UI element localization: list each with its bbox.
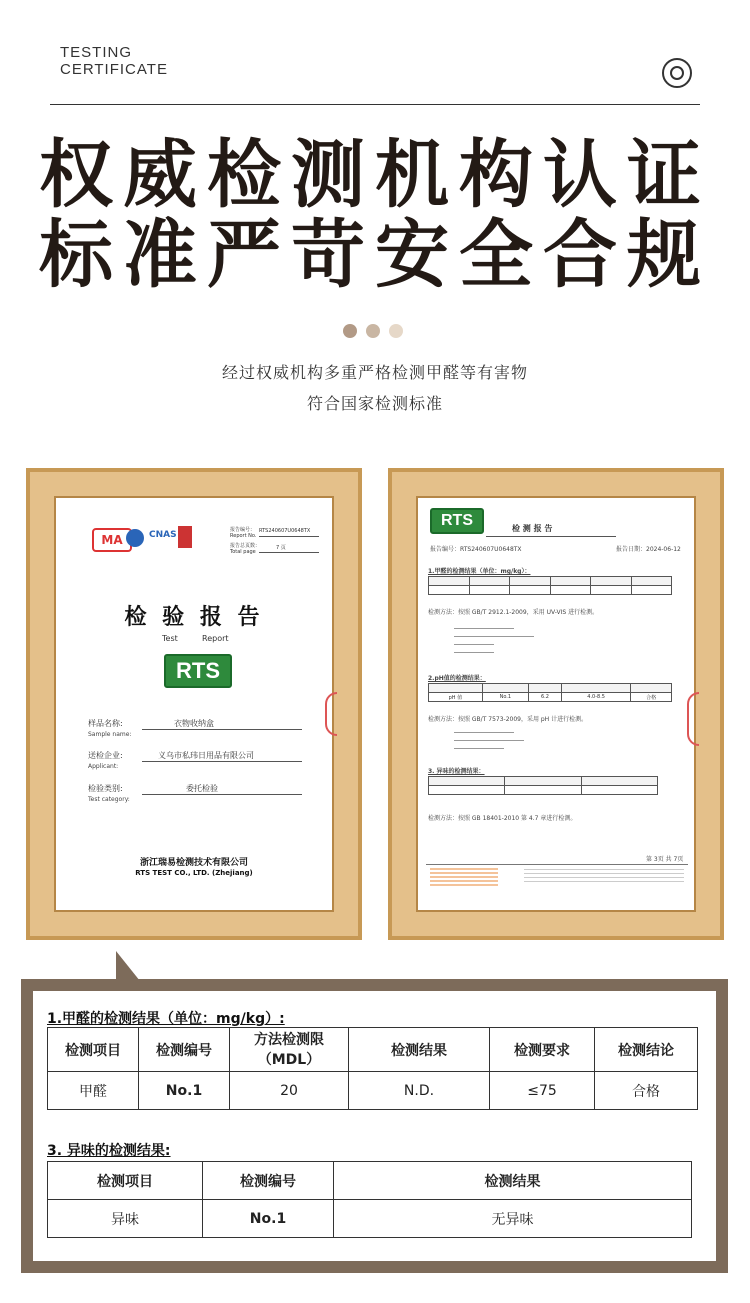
report-title-en-report: Report: [202, 634, 229, 643]
category-value: 委托检验: [186, 784, 218, 793]
rts-logo: RTS: [164, 654, 232, 688]
col-header-mdl-line-2: （MDL）: [257, 1051, 321, 1068]
category-label-en: Test category:: [88, 796, 130, 803]
certificate-paper: [54, 496, 334, 912]
header-divider: [50, 104, 700, 105]
report-title-en-test: Test: [162, 634, 178, 643]
certificate-frame-left: [26, 468, 362, 940]
cell-no: No.1: [139, 1072, 230, 1110]
title-underline: [486, 536, 616, 537]
ilac-logo-icon: [126, 529, 144, 547]
cell-item: 甲醛: [48, 1072, 139, 1110]
category-label: 检验类别:: [88, 784, 123, 793]
certificate-frame-right: [388, 468, 724, 940]
section-1-title: 1.甲醛的检测结果（单位：mg/kg）：: [428, 568, 531, 575]
col-header-mdl-line-1: 方法检测限: [254, 1031, 324, 1048]
underline: [259, 552, 319, 553]
certificate-paper: [416, 496, 696, 912]
col-header-mdl: [230, 1028, 349, 1072]
eyebrow-line-1: TESTING: [60, 44, 133, 61]
report-title: 检 测 报 告: [512, 524, 553, 533]
note-line: [454, 652, 494, 653]
col-header-result: 检测结果: [334, 1162, 692, 1200]
table-row: [48, 1072, 698, 1110]
col-header-item: 检测项目: [48, 1028, 139, 1072]
callout-pointer: [116, 951, 140, 981]
seal-icon: [178, 526, 192, 548]
underline: [142, 761, 302, 762]
stamp-icon: [687, 692, 699, 746]
underline: [142, 794, 302, 795]
zoomed-detail: [21, 979, 728, 1273]
total-pages-label: 报告总页数：: [230, 543, 261, 549]
dot-3: [389, 324, 403, 338]
rts-logo: RTS: [430, 508, 484, 534]
odor-table: [47, 1161, 692, 1238]
stamp-icon: [325, 692, 337, 736]
col-header-item: 检测项目: [48, 1162, 203, 1200]
dot-1: [343, 324, 357, 338]
footer-logo-block: [430, 868, 498, 886]
report-no-label: 报告编号：: [230, 527, 256, 533]
underline: [259, 536, 319, 537]
eyebrow-text: [60, 44, 168, 78]
ph-cell-requirement: 4.0-8.5: [562, 693, 631, 702]
cell-no: No.1: [203, 1200, 334, 1238]
report-title: 检 验 报 告: [124, 605, 264, 630]
table-row: [48, 1200, 692, 1238]
note-line: [454, 636, 534, 637]
total-pages-value: 7 页: [276, 545, 286, 551]
ph-mini-table: [428, 683, 672, 702]
report-no-en: Report No.: [230, 533, 257, 539]
footer-rule: [426, 864, 688, 865]
odor-mini-table: [428, 776, 658, 795]
note-line: [454, 748, 504, 749]
cell-mdl: 20: [230, 1072, 349, 1110]
total-pages-en: Total page: [230, 549, 256, 555]
col-header-no: 检测编号: [139, 1028, 230, 1072]
cell-requirement: ≤75: [490, 1072, 595, 1110]
cell-result: N.D.: [349, 1072, 490, 1110]
formaldehyde-table: [47, 1027, 698, 1110]
col-header-no: 检测编号: [203, 1162, 334, 1200]
footer-text-block: [524, 869, 684, 883]
ph-notes-block: [428, 728, 548, 756]
cell-result: 无异味: [334, 1200, 692, 1238]
note-line: [454, 740, 524, 741]
applicant-label: 送检企业:: [88, 751, 123, 760]
target-ring-icon: [662, 58, 692, 88]
note-line: [454, 644, 494, 645]
org-name-cn: 浙江瑞易检测技术有限公司: [139, 858, 248, 868]
cell-item: 异味: [48, 1200, 203, 1238]
subtitle-line-1: 经过权威机构多重严格检测甲醛等有害物: [221, 363, 528, 382]
ph-cell-conclusion: 合格: [631, 693, 672, 702]
odor-section-title: 3. 异味的检测结果:: [47, 1143, 171, 1159]
applicant-label-en: Applicant:: [88, 763, 119, 770]
method-2: 检测方法：按照 GB/T 7573-2009，采用 pH 计进行检测。: [428, 716, 588, 723]
col-header-requirement: 检测要求: [490, 1028, 595, 1072]
applicant-value: 义乌市私玮日用品有限公司: [158, 751, 254, 760]
sample-value: 衣物收纳盒: [174, 719, 214, 728]
org-name-en: RTS TEST CO., LTD. (Zhejiang): [135, 869, 253, 877]
ph-cell-no: No.1: [482, 693, 528, 702]
report-date: 报告日期：2024-06-12: [616, 546, 681, 553]
page-number: 第 3页 共 7页: [646, 856, 684, 863]
report-no-value: RTS240607U0648TX: [259, 528, 311, 534]
decorative-dots: [343, 323, 412, 342]
sample-label: 样品名称:: [88, 719, 123, 728]
zoomed-detail-paper: [33, 991, 716, 1261]
col-header-conclusion: 检测结论: [595, 1028, 698, 1072]
eyebrow-line-2: CERTIFICATE: [60, 61, 168, 78]
note-line: [454, 732, 514, 733]
formaldehyde-mini-table: [428, 576, 672, 595]
notes-block: [428, 624, 548, 664]
headline-line-1: 权威检测机构认证: [39, 132, 711, 218]
dot-2: [366, 324, 380, 338]
sample-label-en: Sample name:: [88, 731, 132, 738]
formaldehyde-section-title: 1.甲醛的检测结果（单位：mg/kg）:: [47, 1011, 285, 1027]
ma-logo-icon: MA: [92, 528, 132, 552]
cnas-logo: CNAS: [149, 530, 177, 540]
method-3: 检测方法：按照 GB 18401-2010 第 4.7 章进行检测。: [428, 815, 577, 822]
underline: [142, 729, 302, 730]
headline-line-2: 标准严苛安全合规: [39, 212, 711, 298]
cell-conclusion: 合格: [595, 1072, 698, 1110]
ph-cell-result: 6.2: [528, 693, 561, 702]
section-2-title: 2.pH值的检测结果：: [428, 675, 486, 682]
col-header-result: 检测结果: [349, 1028, 490, 1072]
note-line: [454, 628, 514, 629]
subtitle-line-2: 符合国家检测标准: [306, 394, 443, 413]
method-1: 检测方法：按照 GB/T 2912.1-2009，采用 UV-VIS 进行检测。: [428, 609, 599, 616]
report-no: 报告编号：RTS240607U0648TX: [430, 546, 522, 553]
section-3-title: 3. 异味的检测结果：: [428, 768, 485, 775]
ph-cell-item: pH 值: [429, 693, 483, 702]
